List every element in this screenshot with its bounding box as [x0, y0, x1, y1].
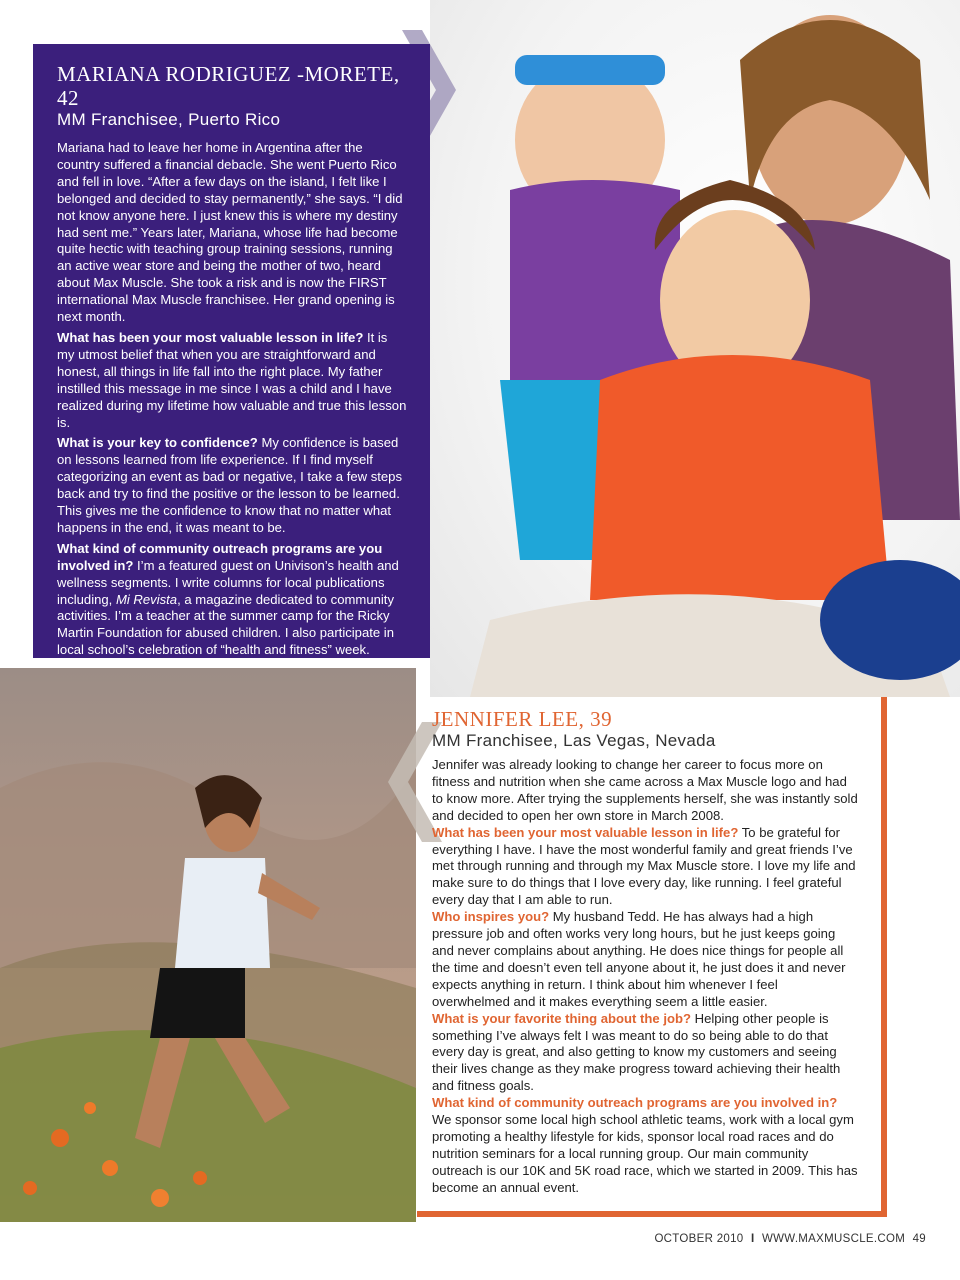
footer-issue: OCTOBER 2010: [654, 1233, 744, 1245]
mariana-name: MARIANA RODRIGUEZ -MORETE, 42: [57, 62, 400, 110]
jennifer-qa-3: [432, 1011, 859, 1096]
jennifer-title: MM Franchisee, Las Vegas, Nevada: [432, 731, 716, 750]
jennifer-question-4: What kind of community outreach programs are you involved in?: [432, 1095, 838, 1111]
mariana-answer-1: It is my utmost belief that when you are straightforward and honest, all things in life fall into the right place. My father instilled this message in me since I was a child and I have realized during my lifetime how valuable and true this lesson is.: [57, 329, 407, 430]
footer-separator: I: [750, 1233, 755, 1245]
mariana-intro: Mariana had to leave her home in Argentina after the country suffered a financial debacle. She went Puerto Rico and fell in love. “After a few days on the island, I felt like I belonged and decided to stay permanently,” she says. “I did not know anyone here. I just knew this is where my destiny had sent me.” Years later, Mariana, whose life had become quite hectic with teaching group training sessions, running an active wear store and being the mother of two, heard about Max Muscle. She took a risk and is now the FIRST international Max Muscle franchisee. Her grand opening is next month.: [57, 140, 403, 325]
jennifer-qa-4: [432, 1095, 859, 1196]
jennifer-qa-1: [432, 825, 859, 910]
jennifer-question-1: What has been your most valuable lesson in life?: [432, 824, 739, 840]
jennifer-answer-4: We sponsor some local high school athletic teams, work with a local gym promoting a healthy lifestyle for kids, sponsor local road races and do nutrition seminars for a local running group. Our main community outreach is our 10K and 5K road race, which we started in 2009. This has become an annual event.: [432, 1112, 858, 1195]
mariana-answer-2: My confidence is based on lessons learned from life experience. If I find myself categorizing an event as bad or negative, I take a few steps back and try to find the positive or the lesson to be learned. This gives me the confidence to know that no matter what happens in the end, it was meant to be.: [57, 435, 403, 535]
mariana-answer-3-publication: Mi Revista: [115, 591, 178, 607]
jennifer-answer-2: My husband Tedd. He has always had a high pressure job and often works very long hours, but he just keeps going and never complains about anything. He does nice things for people all the time and doesn’t even tell anyone about it, he just does it and never expects anything in return. I think about him whenever I feel overwhelmed and it makes everything seem a little easier.: [432, 909, 846, 1009]
mariana-profile: [33, 44, 430, 658]
page-footer: [654, 1233, 926, 1245]
family-photo: [430, 0, 960, 697]
jennifer-question-2: Who inspires you?: [432, 909, 550, 925]
jennifer-question-3: What is your favorite thing about the job?: [432, 1010, 691, 1026]
jennifer-profile: [417, 697, 887, 1217]
footer-site: WWW.MAXMUSCLE.COM: [761, 1233, 906, 1245]
mariana-qa-3: [57, 541, 408, 659]
mariana-question-1: What has been your most valuable lesson in life?: [57, 329, 364, 345]
mariana-qa-1: [57, 330, 408, 431]
mariana-answer-3-pre: I’m a featured guest on Univison’s health and wellness segments. I write columns for local publications including,: [57, 557, 399, 607]
mariana-title: MM Franchisee, Puerto Rico: [57, 110, 281, 129]
jennifer-qa-2: [432, 909, 859, 1010]
footer-page-number: 49: [912, 1233, 926, 1245]
jennifer-answer-3: Helping other people is something I’ve always felt I was meant to do so being able to do that every day is great, and also getting to know my customers and seeing their lives change as they make progress toward achieving their health and fitness goals.: [432, 1010, 841, 1094]
jennifer-answer-1: To be grateful for everything I have. I have the most wonderful family and great friends I’ve met through running and through my Max Muscle store. I love my life and make sure to do things that I love every day, like running. I feel grateful every day that I am able to run.: [432, 824, 856, 908]
mariana-answer-3-post: , a magazine dedicated to community activities. I’m a teacher at the summer camp for the Ricky Martin Foundation for abused children. I also participate in local school’s celebration of “health and fitness” week.: [57, 591, 394, 658]
runner-photo: [0, 668, 416, 1222]
jennifer-intro: Jennifer was already looking to change her career to focus more on fitness and nutrition when she came across a Max Muscle logo and had to know more. After trying the supplements herself, she was instantly sold and decided to open her own store in March 2008.: [432, 757, 858, 823]
jennifer-name: JENNIFER LEE, 39: [432, 707, 613, 731]
mariana-qa-2: [57, 435, 408, 536]
mariana-question-3: What kind of community outreach programs are you involved in?: [57, 540, 383, 573]
mariana-question-2: What is your key to confidence?: [57, 435, 258, 451]
